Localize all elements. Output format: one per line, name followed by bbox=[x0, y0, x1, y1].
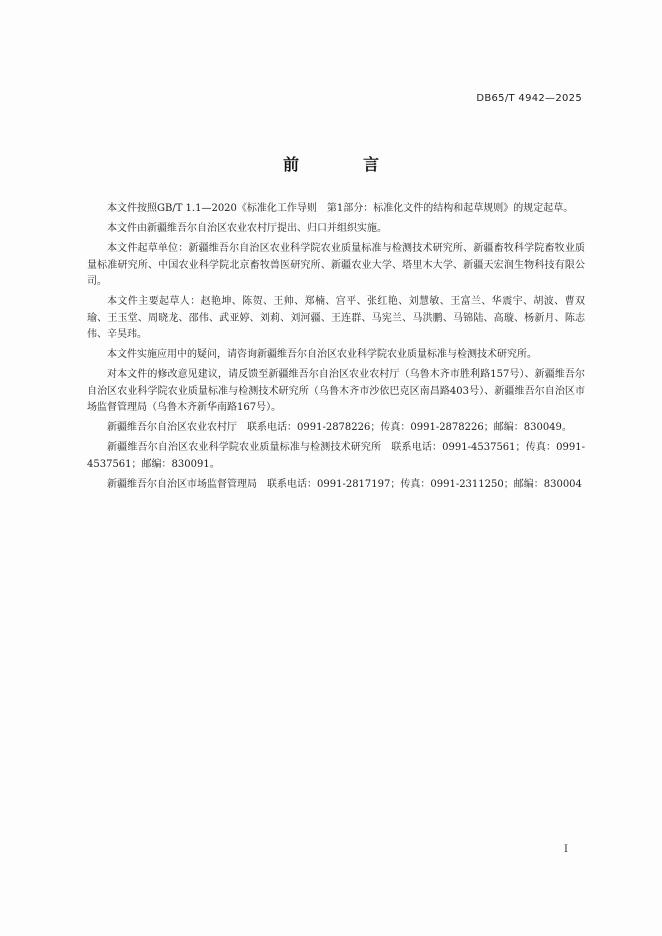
paragraph-inquiries: 本文件实施应用中的疑问，请咨询新疆维吾尔自治区农业科学院农业质量标准与检测技术研究所。 bbox=[107, 349, 537, 360]
page-title: 前 言 bbox=[282, 155, 403, 174]
paragraph-drafting-rules: 本文件按照GB/T 1.1—2020《标准化工作导则 第1部分：标准化文件的结构和起草规则》的规定起草。 bbox=[107, 203, 574, 214]
paragraph-drafting-units: 本文件起草单位：新疆维吾尔自治区农业科学院农业质量标准与检测技术研究所、新疆畜牧科学院畜牧业质量标准研究所、中国农业科学院北京畜牧兽医研究所、新疆农业大学、塔里木大学、新疆天宏润生物科技有限公司。 bbox=[87, 243, 585, 287]
contact-research-institute: 新疆维吾尔自治区农业科学院农业质量标准与检测技术研究所 联系电话：0991-4537561；传真：0991-4537561；邮编：830091。 bbox=[87, 442, 585, 470]
paragraph-drafters: 本文件主要起草人：赵艳坤、陈贺、王帅、郑楠、宫平、张红艳、刘慧敏、王富兰、华震宇、胡波、曹双瑜、王玉堂、周晓龙、邵伟、武亚婷、刘莉、刘河疆、王连群、马宪兰、马洪鹏、马锦陆、高璇、杨新月、陈志伟、辛昊玮。 bbox=[87, 296, 585, 340]
paragraph-proposer: 本文件由新疆维吾尔自治区农业农村厅提出、归口并组织实施。 bbox=[107, 223, 387, 234]
contact-market-supervision: 新疆维吾尔自治区市场监督管理局 联系电话：0991-2817197；传真：0991-2311250；邮编：830004 bbox=[107, 478, 582, 490]
foreword-body bbox=[87, 201, 585, 497]
paragraph-feedback: 对本文件的修改意见建议，请反馈至新疆维吾尔自治区农业农村厅（乌鲁木齐市胜利路157号）、新疆维吾尔自治区农业科学院农业质量标准与检测技术研究所（乌鲁木齐市沙依巴克区南昌路403号）、新疆维吾尔自治区市场监督管理局（乌鲁木齐新华南路167号）。 bbox=[87, 369, 585, 413]
contact-agriculture-department: 新疆维吾尔自治区农业农村厅 联系电话：0991-2878226；传真：0991-2878226；邮编：830049。 bbox=[107, 422, 572, 433]
page-number: I bbox=[564, 844, 568, 855]
standard-code: DB65/T 4942—2025 bbox=[476, 93, 582, 104]
